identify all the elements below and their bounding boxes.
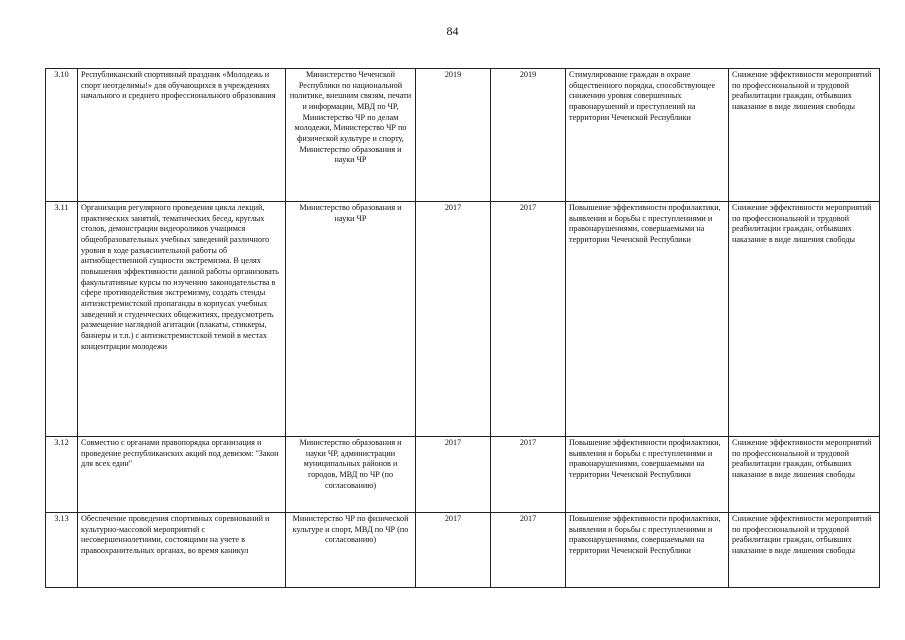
expected-result: Повышение эффективности профилактики, выявления и борьбы с преступлениями и правонарушениями, совершаемыми на территории Чеченской Республики [566, 513, 729, 588]
end-year: 2017 [491, 202, 566, 437]
row-number: 3.12 [46, 437, 78, 513]
row-number: 3.11 [46, 202, 78, 437]
table-row [46, 437, 880, 513]
event-description: Организация регулярного проведения цикла лекций, практических занятий, тематических бесед, круглых столов, демонстрации видеороликов учащимся общеобразовательных учебных заведений различного уровня в ходе разъяснительной работы об антиобщественной сущности экстремизма. В целях повышения эффективности данной работы организовать факультативные курсы по изучению законодательства в сфере противодействия экстремизму, создать стенды антиэкстремистской пропаганды в корпусах учебных заведений и студенческих общежитиях, предусмотреть размещение наглядной агитации (плакаты, стиккеры, баннеры и т.п.) с антиэкстремистской темой в местах концентрации молодежи [78, 202, 286, 437]
start-year: 2019 [416, 69, 491, 202]
page-number: 84 [446, 24, 459, 38]
start-year: 2017 [416, 437, 491, 513]
end-year: 2019 [491, 69, 566, 202]
row-number: 3.10 [46, 69, 78, 202]
non-implementation-consequence: Снижение эффективности мероприятий по профессиональной и трудовой реабилитации граждан, отбывших наказание в виде лишения свободы [729, 437, 880, 513]
event-description: Республиканский спортивный праздник «Молодежь и спорт неотделимы!» для обучающихся в учреждениях начального и среднего профессионального образования [78, 69, 286, 202]
non-implementation-consequence: Снижение эффективности мероприятий по профессиональной и трудовой реабилитации граждан, отбывших наказание в виде лишения свободы [729, 513, 880, 588]
table-row [46, 513, 880, 588]
start-year: 2017 [416, 513, 491, 588]
measures-table [45, 68, 880, 588]
end-year: 2017 [491, 513, 566, 588]
expected-result: Стимулирование граждан в охране общественного порядка, способствующее снижению уровня совершенных правонарушений и преступлений на территории Чеченской Республики [566, 69, 729, 202]
responsible-executors: Министерство образования и науки ЧР, администрации муниципальных районов и городов, МВД по ЧР (по согласованию) [286, 437, 416, 513]
responsible-executors: Министерство Чеченской Республики по национальной политике, внешним связям, печати и информации, МВД по ЧР, Министерство ЧР по делам молодежи, Министерство ЧР по физической культуре и спорту, Министерство образования и науки ЧР [286, 69, 416, 202]
row-number: 3.13 [46, 513, 78, 588]
event-description: Обеспечение проведения спортивных соревнований и культурно-массовой мероприятий с несовершеннолетними, состоящими на учете в правоохранительных органах, во время каникул [78, 513, 286, 588]
end-year: 2017 [491, 437, 566, 513]
responsible-executors: Министерство ЧР по физической культуре и спорт, МВД по ЧР (по согласованию) [286, 513, 416, 588]
expected-result: Повышение эффективности профилактики, выявления и борьбы с преступлениями и правонарушениями, совершаемыми на территории Чеченской Республики [566, 202, 729, 437]
event-description: Совместно с органами правопорядка организация и проведение республиканских акций под девизом: "Закон для всех един" [78, 437, 286, 513]
responsible-executors: Министерство образования и науки ЧР [286, 202, 416, 437]
non-implementation-consequence: Снижение эффективности мероприятий по профессиональной и трудовой реабилитации граждан, отбывших наказание в виде лишения свободы [729, 69, 880, 202]
table-row [46, 69, 880, 202]
table-row [46, 202, 880, 437]
expected-result: Повышение эффективности профилактики, выявления и борьбы с преступлениями и правонарушениями, совершаемыми на территории Чеченской Республики [566, 437, 729, 513]
non-implementation-consequence: Снижение эффективности мероприятий по профессиональной и трудовой реабилитации граждан, отбывших наказание в виде лишения свободы [729, 202, 880, 437]
start-year: 2017 [416, 202, 491, 437]
